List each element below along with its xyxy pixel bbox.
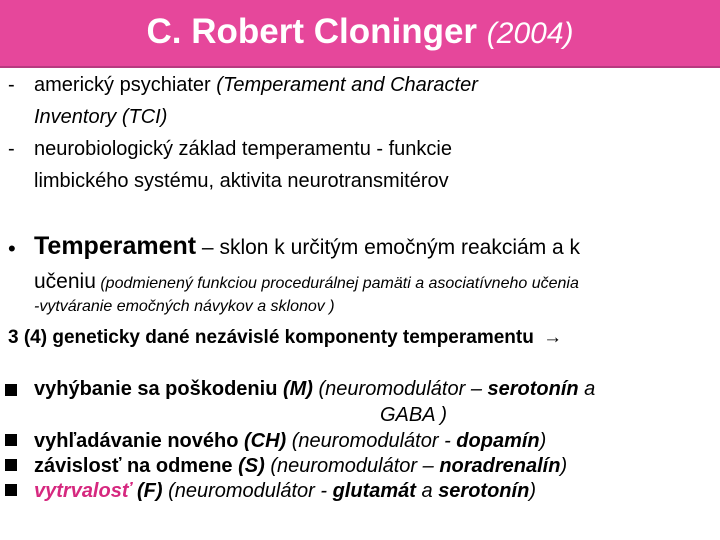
component-item-3: závislosť na odmene (S) (neuromodulátor – noradrenalín) — [34, 455, 568, 477]
temperament-line-1: Temperament – sklon k určitým emočným reakciám a k — [34, 232, 581, 260]
temperament-term: Temperament — [34, 232, 197, 260]
dash-marker: - — [8, 138, 15, 160]
temperament-line-3: -vytváranie emočných návykov a sklonov ) — [34, 298, 335, 315]
square-bullet-icon — [5, 434, 17, 446]
intro-line-3: neurobiologický základ temperamentu - funkcie — [34, 138, 452, 160]
component-item-1-cont: GABA ) — [380, 404, 448, 426]
components-heading: 3 (4) geneticky dané nezávislé komponenty temperamentu → — [8, 327, 563, 348]
square-bullet-icon — [5, 384, 17, 396]
square-bullet-icon — [5, 484, 17, 496]
intro-line-4: limbického systému, aktivita neurotransmitérov — [34, 170, 449, 192]
bullet-icon: • — [8, 236, 16, 261]
intro-line-2: Inventory (TCI) — [34, 106, 168, 128]
title-bar — [0, 0, 720, 68]
arrow-right-icon: → — [543, 327, 563, 348]
component-item-2: vyhľadávanie nového (CH) (neuromodulátor - dopamín) — [34, 430, 547, 452]
temperament-line-2: učeniu (podmienený funkciou procedurálnej pamäti a asociatívneho učenia — [34, 270, 579, 293]
slide-title — [0, 12, 720, 52]
square-bullet-icon — [5, 459, 17, 471]
dash-marker: - — [8, 74, 15, 96]
component-item-1: vyhýbanie sa poškodeniu (M) (neuromodulátor – serotonín a — [34, 378, 596, 400]
title-year: (2004) — [486, 17, 574, 50]
intro-line-1: americký psychiater (Temperament and Character — [34, 74, 478, 96]
component-item-4: vytrvalosť (F) (neuromodulátor - glutamát a serotonín) — [34, 480, 536, 502]
title-name: C. Robert Cloninger — [146, 12, 478, 51]
